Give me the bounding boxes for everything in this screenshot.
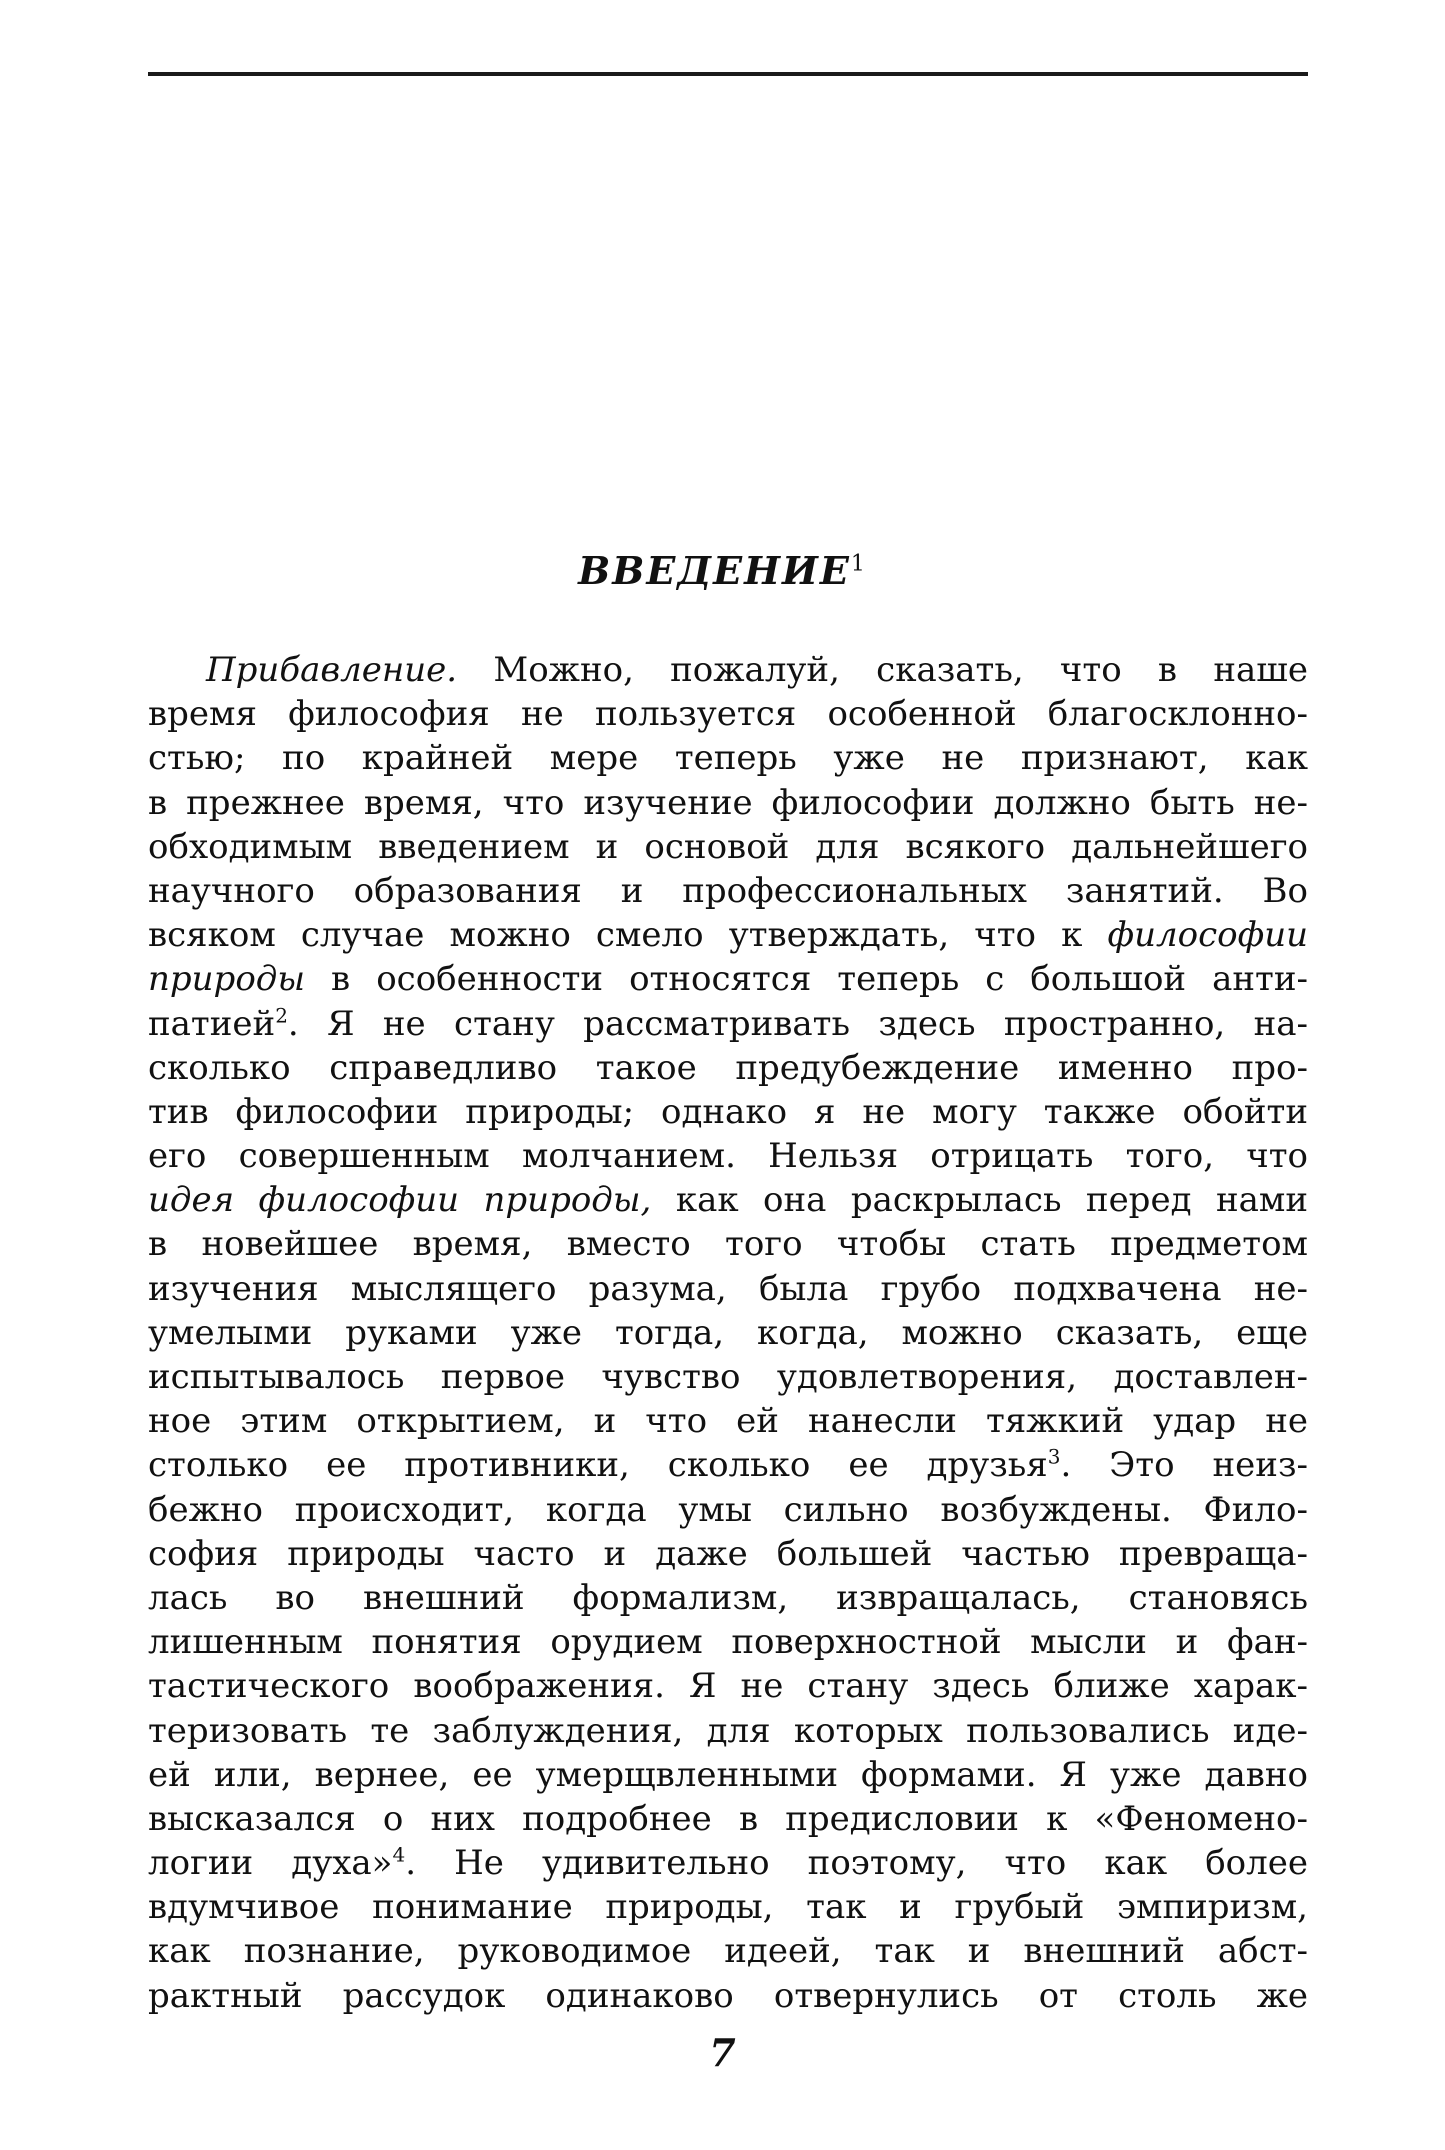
text-line: [148, 1046, 1308, 1090]
text-run: как познание, руководимое идеей, так и внешний абст-: [148, 1931, 1308, 1972]
text-line: [148, 1443, 1308, 1487]
text-line: [148, 1090, 1308, 1134]
text-run: тив философии природы; однако я не могу также обойти: [148, 1091, 1308, 1132]
text-run: в новейшее время, вместо того чтобы стать предметом: [148, 1224, 1308, 1265]
text-run: тастического воображения. Я не стану здесь ближе харак-: [148, 1666, 1308, 1707]
text-line: [148, 1488, 1308, 1532]
italic-text: идея философии природы,: [148, 1180, 652, 1221]
text-line: [148, 869, 1308, 913]
text-line: [148, 1797, 1308, 1841]
text-run: умелыми руками уже тогда, когда, можно сказать, еще: [148, 1312, 1308, 1353]
text-line: [148, 1311, 1308, 1355]
text-run: . Это неиз-: [1060, 1445, 1308, 1486]
top-rule: [148, 72, 1308, 76]
text-run: время философия не пользуется особенной благосклонно-: [148, 694, 1308, 735]
text-line: [148, 1178, 1308, 1222]
text-run: столько ее противники, сколько ее друзья: [148, 1445, 1048, 1486]
italic-text: Прибавление.: [206, 650, 458, 690]
text-line: [148, 692, 1308, 736]
text-run: ей или, вернее, ее умерщвленными формами. Я уже давно: [148, 1754, 1308, 1795]
text-run: ное этим открытием, и что ей нанесли тяжкий удар не: [148, 1401, 1308, 1442]
text-line: [148, 1002, 1308, 1046]
text-run: патией: [148, 1003, 276, 1044]
text-line: [148, 1267, 1308, 1311]
text-run: как она раскрылась перед нами: [651, 1180, 1308, 1221]
text-run: лась во внешний формализм, извращалась, становясь: [148, 1577, 1308, 1618]
text-run: испытывалось первое чувство удовлетворения, доставлен-: [148, 1357, 1308, 1397]
text-line: [148, 1620, 1308, 1664]
text-run: его совершенным молчанием. Нельзя отрицать того, что: [148, 1136, 1308, 1177]
text-line: [148, 1709, 1308, 1753]
text-line: [148, 648, 1308, 692]
text-line: [148, 1664, 1308, 1708]
chapter-title: ВВЕДЕНИЕ: [578, 548, 851, 593]
text-run: сколько справедливо такое предубеждение именно про-: [148, 1047, 1308, 1088]
text-run: бежно происходит, когда умы сильно возбуждены. Фило-: [148, 1489, 1308, 1530]
text-line: [148, 1974, 1308, 2018]
text-line: [148, 1532, 1308, 1576]
text-run: обходимым введением и основой для всякого дальнейшего: [148, 826, 1308, 867]
text-line: [148, 957, 1308, 1001]
text-run: вдумчивое понимание природы, так и грубый эмпиризм,: [148, 1887, 1308, 1928]
text-run: рактный рассудок одинаково отвернулись от столь же: [148, 1975, 1308, 2016]
text-run: научного образования и профессиональных занятий. Во: [148, 870, 1308, 911]
italic-text: природы: [148, 959, 306, 1000]
text-line: [148, 1134, 1308, 1178]
text-run: . Не удивительно поэтому, что как более: [405, 1843, 1308, 1884]
text-line: [148, 825, 1308, 869]
text-line: [148, 1929, 1308, 1973]
footnote-marker: 4: [392, 1842, 406, 1867]
text-line: [148, 1399, 1308, 1443]
chapter-footnote-marker: 1: [850, 551, 867, 577]
text-run: высказался о них подробнее в предисловии к «Феномено-: [148, 1798, 1308, 1839]
text-run: всяком случае можно смело утверждать, что к: [148, 915, 1108, 956]
body-paragraph: [148, 648, 1308, 2018]
text-line: [148, 1576, 1308, 1620]
chapter-heading: [0, 548, 1445, 593]
text-run: Можно, пожалуй, сказать, что в наше: [457, 650, 1308, 690]
text-run: в прежнее время, что изучение философии должно быть не-: [148, 782, 1308, 823]
text-line: [148, 736, 1308, 780]
text-line: [148, 1222, 1308, 1266]
text-run: лишенным понятия орудием поверхностной мысли и фан-: [148, 1622, 1308, 1663]
italic-text: философии: [1107, 915, 1308, 956]
text-run: теризовать те заблуждения, для которых пользовались иде-: [148, 1710, 1308, 1751]
text-run: в особенности относятся теперь с большой анти-: [305, 959, 1308, 1000]
text-run: логии духа»: [148, 1843, 393, 1884]
text-line: [148, 1355, 1308, 1399]
text-run: софия природы часто и даже большей частью превраща-: [148, 1533, 1308, 1574]
text-run: . Я не стану рассматривать здесь пространно, на-: [287, 1003, 1308, 1044]
text-line: [148, 1885, 1308, 1929]
text-line: [148, 1841, 1308, 1885]
text-line: [148, 781, 1308, 825]
footnote-marker: 3: [1047, 1445, 1061, 1470]
text-line: [148, 1753, 1308, 1797]
footnote-marker: 2: [275, 1003, 288, 1028]
text-line: [148, 913, 1308, 957]
text-run: изучения мыслящего разума, была грубо подхвачена не-: [148, 1268, 1308, 1309]
text-run: стью; по крайней мере теперь уже не признают, как: [148, 738, 1308, 779]
page-number: 7: [709, 2030, 736, 2075]
